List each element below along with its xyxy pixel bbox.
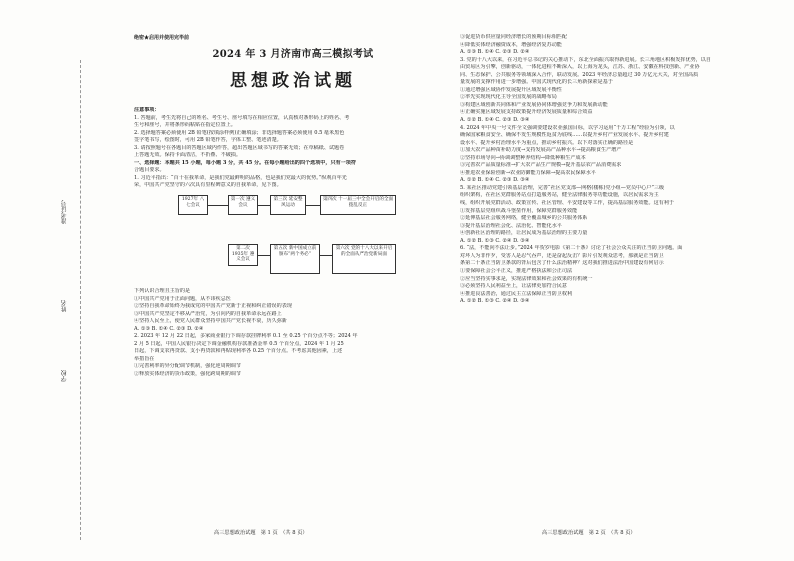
diagram-arrow [258,205,270,206]
binding-line [80,60,81,540]
text-line: 上答题无效。保持卡面清洁，不折叠、不破损。 [134,152,241,159]
text-line: 生号和座号，并将条形码粘贴在指定位置上。 [134,122,236,129]
text-line: 条第二十条正当防卫条款的背后包含了什么法治精神？这对我们推进法治中国建设有何启示 [460,260,664,267]
text-line: 2. 选择题答案必须使用 2B 铅笔(按填涂样例)正确填涂；非选择题答案必须使用 0.5 毫米黑色 [134,129,345,136]
text-line: 由贸易区为引擎，创新驱动，一体化进程不断深入，以上海为龙头，江苏、浙江、安徽在科技创新、产业协 [460,64,700,71]
footer-right: 高三思想政治试题 第 2 页 （共 8 页） [542,530,636,536]
side-label-exam-number: 准考证号 [61,200,68,224]
secret-mark: 绝密★启用并使用完毕前 [134,35,190,41]
left-questions [134,288,452,379]
diagram-arrow [320,255,332,256]
text-line: 荣，中国共产党坚守的六次具有里程碑意义的自我革命，见下图。 [134,182,282,189]
diagram-arrow [258,255,270,256]
text-line: 举措旨在 [134,355,155,362]
diagram-box: 第四次 十一届三中全会开启的全面拨乱反正 [320,195,396,215]
text-line: 6. “法，不能向不法让步。”2024 年贺岁电影《第二十条》讨论了社会公众关注的正当防卫问题。面 [460,245,683,252]
text-line: ③提升基层治理社会化、法治化、智能化水平 [460,222,562,229]
text-line: ②释放实体经济的货币政策，强化跨周期的调节 [134,371,241,378]
text-line: 注意事项： [134,107,160,113]
text-line: ④降低实体经济融资成本，增强经济复苏动能 [460,41,562,48]
text-line: 下列认识合理且主旨的是 [134,288,191,295]
text-line: ③必须坚持人民利益至上，让法律更加符合民意 [460,283,567,290]
text-line: 量发展的支撑作用进一步增强。中国式现代化的长三角新探索是基于 [460,79,613,86]
text-line: A. ①② B. ①④ C. ②③ D. ③④ [460,117,530,124]
text-line: ③完善农产品质量标准→扩大农产品生产规模→提升基层农产品消费需求 [460,162,622,169]
text-line: ①完善利率的异分配调节机制，强化逆周期调节 [134,363,241,370]
page-right [460,34,786,306]
text-line: 确保国家粮食安全、确保不发生规模性返贫为底线……以提升乡村产业发展水平、提升乡村建 [460,132,669,139]
text-line: 2. 2023 年 12 月 22 日起，多家商业银行下调存款挂牌利率 0.1 至 0.25 个百分点不等；2024 年 [134,333,358,340]
diagram-box: 1927年 八七会议 [178,195,208,215]
text-line: 合题目要求。 [134,167,165,174]
side-label-name: 姓名 [61,300,68,312]
text-line: A. ①③ B. ①④ C. ②③ D. ②④ [460,49,530,56]
text-line: A. ①② B. ①③ C. ②④ D. ③④ [460,298,530,305]
text-line: 日起，下调支农再贷款、支小再贷款和再贴现利率各 0.25 个百分点。不考虑其他因素，上述 [134,348,343,355]
text-line: ①发挥基层党组织战斗堡垒作用，保障党群服务效能 [460,207,578,214]
text-line: ②延伸基层社会服务网络，健全覆盖城乡的公共服务体系 [460,215,588,222]
text-line: A. ①③ B. ①④ C. ②③ D. ②④ [134,325,204,332]
text-line: 3. 党的十八大以来，在习近平总书记的关心推动下，东北全面振兴取得新进展。长三角地区积极发挥优势，以自 [460,56,711,63]
text-line: ②应当坚持实事求是，实现法律效果和社会效果的有机统一 [460,275,593,282]
text-line: 一、选择题：本题共 15 小题，每小题 3 分，共 45 分。在每小题给出的四个选项中，只有一项符 [134,159,356,166]
text-line: ④正确实施区域发展支持政策提升经济发展质量和综合效益 [460,109,593,116]
left-instructions [134,107,452,190]
text-line: ①中国共产党用于正面问题，从不讳疾忌医 [134,295,231,302]
text-line: 3. 请按照题号在各题目的答题区域内作答，超出答题区域书写的答案无效；在草稿纸、试题卷 [134,144,345,151]
text-line: ④推进农业保险创新→农业防御能力保障→提高农民保障水平 [460,169,596,176]
text-line: ①通过增强区域协作发展提升区域发展平衡性 [460,86,562,93]
text-line: 1. 习近平指出：“百十在我革命，是我们党最鲜明的品格，也是我们党最大的优势。”纵观百年光 [134,174,347,181]
page-left [134,34,452,379]
text-line: ④坚持人民至上，使党人民群众坚持中国共产党长视不衰，历久弥新 [134,318,287,325]
footer-left: 高三思想政治试题 第 1 页 （共 8 页） [214,530,308,536]
text-line: ①加大农产品种苗补助力度→支持发展高产品种水平→提高粮食生产增产 [460,147,622,154]
text-line: 组织架构，在社区党群服务站点打造服务站，健全法律服务等功能设施，以居民需求为主 [460,192,659,199]
diagram-arrow [306,205,320,206]
text-line: 5. 某社区推动党建引领基层治理，完善“社区党支部—网格(楼栋)党小组—党员中心户”三级 [460,184,665,191]
diagram-arrow [208,205,228,206]
text-line: 2 月 5 日起，中国人民银行决定下调金融机构存款准备金率 0.5 个百分点，2024 年 1 月 25 [134,340,344,347]
text-line: A. ①② B. ①④ C. ②③ D. ③④ [460,177,530,184]
right-questions [460,34,786,306]
text-line: 线，组织开展党群活动、政策宣传、社区管理、平安建设等工作，提高基层服务效能。这有利于 [460,200,674,207]
text-line: A. ①② B. ①③ C. ②④ D. ③④ [460,237,530,244]
diagram-box: 第二次 1935年 遵义会议 [228,244,258,266]
text-line: ③构建区域创新共同体和产业发展协同体增强竞争力和发展新动能 [460,101,608,108]
text-line: ②坚持市场导向→协调调整种养结构→降低种粮生产成本 [460,154,586,161]
text-line: 4. 2024 年中央一号文件全文强调要建设农业强国目标，以学习运用“千万工程”经验为引领，以 [460,124,675,131]
revolution-diagram [134,192,452,284]
subject-title: 思想政治试题 [230,71,356,91]
text-line: ④推进良法善治，通过民主立法保障正当防卫权利 [460,290,573,297]
diagram-box: 第六次 党的十八大以来开启的全面从严治党新局面 [332,244,396,274]
text-line: ②坚持自我革命始终为我成党的中国共产党新于正视和纠正错误的表现 [134,303,292,310]
side-label-school: 学校 [61,370,68,382]
text-line: 同、生态保护、公共服务等领域深入合作，联动发展。2023 年经济总量超过 30 万亿元大关，对全国高质 [460,71,699,78]
text-line: ②率先实现现代化主导全国发展的战略布局 [460,94,557,101]
exam-title: 2024 年 3 月济南市高三模拟考试 [212,49,374,60]
text-line: 对坏人为非作歹，受害人是忍气吞声，还是奋起反击？影片引发观众思考，那就是正当防卫 [460,252,664,259]
text-line: 1. 答题前，考生先将自己的姓名、考生号、座号填写在相应位置，认真核对条形码上的姓名、考 [134,114,350,121]
text-line: 签字笔书写，绘图时，可用 2B 铅笔作答，字体工整、笔迹清楚。 [134,137,282,144]
text-line: ③促进货币供应量同经济增长的预期目标相匹配 [460,34,567,40]
text-line: ③中国共产党坚定不移从严治党，为引向内的自我革命永远在路上 [134,310,282,317]
text-line: ④创新社区治理的路径，让居民成为基层治理的主要力量 [460,230,588,237]
diagram-box: 第一次 遵义会议 [228,195,258,215]
diagram-box: 第三次 延安整风运动 [270,195,306,215]
text-line: 设水平、提升乡村治理水平为重点，推动乡村振兴。以下对落实正确的路径是 [460,139,634,146]
text-line: ①要保障社会公平正义，推进严格执法和公正司法 [460,267,573,274]
diagram-box: 第五次 新中国成立前颁布“两个务必” [270,244,320,274]
